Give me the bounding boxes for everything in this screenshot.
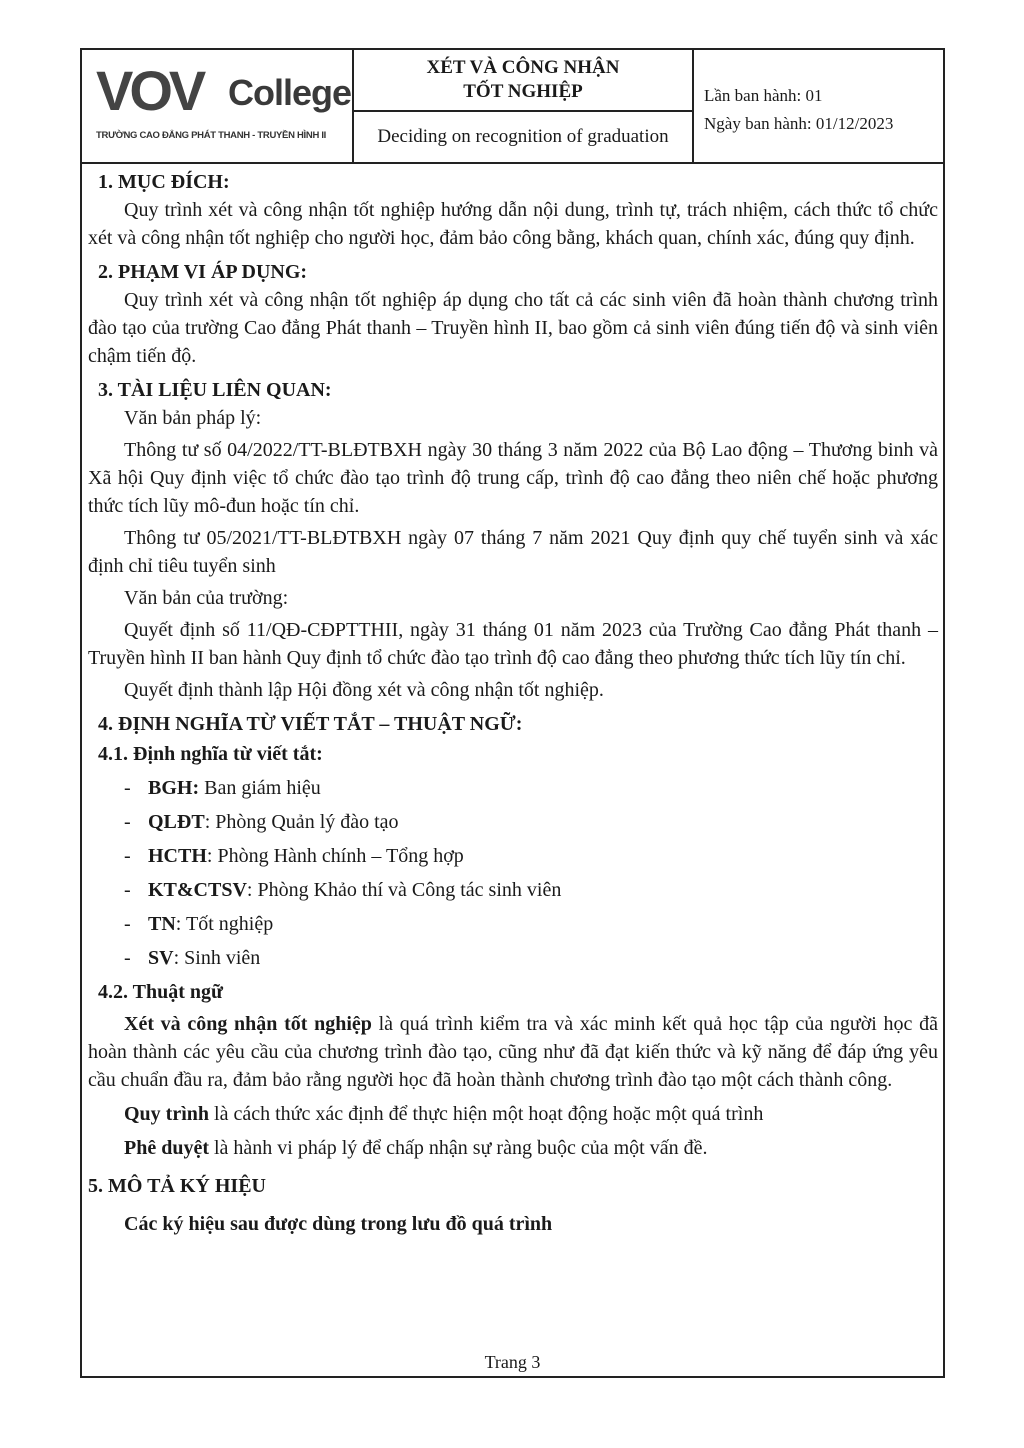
list-item: - KT&CTSV: Phòng Khảo thí và Công tác sinh viên xyxy=(124,879,562,901)
section-1-title: 1. MỤC ĐÍCH: xyxy=(98,171,230,193)
issue-date: Ngày ban hành: 01/12/2023 xyxy=(704,114,894,133)
section-4-1-title: 4.1. Định nghĩa từ viết tắt: xyxy=(98,743,323,765)
issue-number: Lần ban hành: 01 xyxy=(704,86,823,105)
section-5-text: Các ký hiệu sau được dùng trong lưu đồ quá trình xyxy=(124,1213,553,1235)
school-name: TRƯỜNG CAO ĐẲNG PHÁT THANH - TRUYỀN HÌNH II xyxy=(96,130,327,141)
list-item: - TN: Tốt nghiệp xyxy=(124,913,274,935)
term-2: Quy trình là cách thức xác định để thực hiện một hoạt động hoặc một quá trình xyxy=(124,1103,764,1125)
legal-doc-1: Thông tư số 04/2022/TT-BLĐTBXH ngày 30 tháng 3 năm 2022 của Bộ Lao động – Thương binh và Xã hội Quy định việc tổ chức đào tạo trình độ trung cấp, trình độ cao đẳng theo niên chế hoặc phương thức tích lũy mô-đun hoặc tín chỉ. xyxy=(88,439,938,517)
school-doc-1: Quyết định số 11/QĐ-CĐPTTHII, ngày 31 tháng 01 năm 2023 của Trường Cao đẳng Phát thanh – Truyền hình II ban hành Quy định tổ chức đào tạo trình độ cao đẳng theo phương thức tích lũy tín chỉ. xyxy=(88,619,938,669)
page-number: Trang 3 xyxy=(484,1352,541,1372)
school-docs-label: Văn bản của trường: xyxy=(124,587,289,609)
title-en: Deciding on recognition of graduation xyxy=(377,126,669,147)
section-4-title: 4. ĐỊNH NGHĨA TỪ VIẾT TẮT – THUẬT NGỮ: xyxy=(98,713,523,735)
term-3: Phê duyệt là hành vi pháp lý để chấp nhận sự ràng buộc của một vấn đề. xyxy=(124,1137,708,1159)
document-header xyxy=(82,50,943,164)
term-1: Xét và công nhận tốt nghiệp là quá trình kiểm tra và xác minh kết quả học tập của người học đã hoàn thành các yêu cầu của chương trình đào tạo, cũng như đã đạt kiến thức và kỹ năng để đáp ứng yêu cầu chuẩn đầu ra, đảm bảo rằng người học đã hoàn thành chương trình đào tạo một cách thành công. xyxy=(88,1013,938,1091)
title-vi xyxy=(354,50,692,112)
title-line-2: TỐT NGHIỆP xyxy=(463,81,583,102)
logo-mark-text: VOV xyxy=(96,60,203,120)
legal-doc-2: Thông tư 05/2021/TT-BLĐTBXH ngày 07 tháng 7 năm 2021 Quy định quy chế tuyển sinh và xác định chỉ tiêu tuyển sinh xyxy=(88,527,938,577)
issue-info xyxy=(694,50,943,162)
list-item: - BGH: Ban giám hiệu xyxy=(124,777,321,799)
vov-logo-icon xyxy=(96,60,226,120)
section-2-text: Quy trình xét và công nhận tốt nghiệp áp dụng cho tất cả các sinh viên đã hoàn thành chương trình đào tạo của trường Cao đẳng Phát thanh – Truyền hình II, bao gồm cả sinh viên đúng tiến độ và sinh viên chậm tiến độ. xyxy=(88,289,938,367)
list-item: - SV: Sinh viên xyxy=(124,947,261,969)
document-body xyxy=(88,168,938,1238)
section-2-title: 2. PHẠM VI ÁP DỤNG: xyxy=(98,261,308,283)
title-cell xyxy=(354,50,694,162)
title-line-1: XÉT VÀ CÔNG NHẬN xyxy=(426,57,620,78)
school-doc-2: Quyết định thành lập Hội đồng xét và công nhận tốt nghiệp. xyxy=(124,679,604,701)
logo-cell xyxy=(82,50,354,162)
legal-docs-label: Văn bản pháp lý: xyxy=(124,407,262,429)
section-3-title: 3. TÀI LIỆU LIÊN QUAN: xyxy=(98,379,332,401)
list-item: - QLĐT: Phòng Quản lý đào tạo xyxy=(124,811,399,833)
section-4-2-title: 4.2. Thuật ngữ xyxy=(98,981,224,1003)
page-frame xyxy=(80,48,945,1378)
list-item: - HCTH: Phòng Hành chính – Tổng hợp xyxy=(124,845,464,867)
logo-college-text: College xyxy=(228,72,352,113)
section-5-title: 5. MÔ TẢ KÝ HIỆU xyxy=(88,1175,266,1197)
section-1-text: Quy trình xét và công nhận tốt nghiệp hướng dẫn nội dung, trình tự, trách nhiệm, cách thức tổ chức xét và công nhận tốt nghiệp cho người học, đảm bảo công bằng, khách quan, chính xác, đúng quy định. xyxy=(88,199,938,249)
